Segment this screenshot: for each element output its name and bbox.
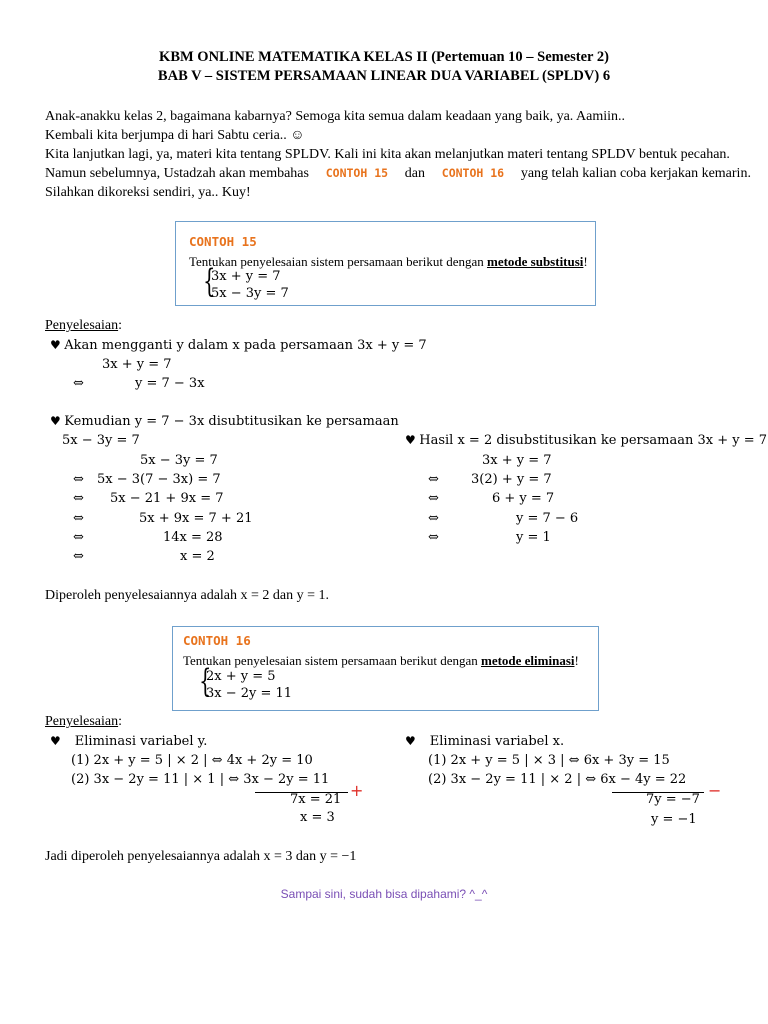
heart-icon: ♥ [50, 338, 61, 352]
sol16-left-title-text: Eliminasi variabel y. [74, 734, 208, 749]
question-text: Tentukan penyelesaian sistem persamaan berikut dengan [183, 653, 481, 668]
left-row-0: 5x − 3y = 7 [140, 453, 218, 468]
right-row-0: 3x + y = 7 [482, 453, 552, 468]
right-row-3-sym: ⇔ [428, 511, 439, 526]
contoh-15-box [175, 221, 596, 306]
sol16-right-r1: (1) 2x + y = 5 | × 3 | ⇔ 6x + 3y = 15 [428, 753, 670, 768]
sol16-result: Jadi diperoleh penyelesaiannya adalah x = 3 dan y = −1 [45, 849, 357, 864]
sol15-step1-text: Akan mengganti y dalam x pada persamaan 3x + y = 7 [64, 338, 427, 353]
sol16-left-title [50, 734, 207, 750]
header-line-1: KBM ONLINE MATEMATIKA KELAS II (Pertemuan 10 – Semester 2) [159, 49, 609, 65]
sol15-step2b: 5x − 3y = 7 [62, 433, 140, 448]
header-line-2: BAB V – SISTEM PERSAMAAN LINEAR DUA VARIABEL (SPLDV) 6 [157, 68, 611, 84]
contoh-16-title: CONTOH 16 [183, 633, 251, 648]
right-row-2-sym: ⇔ [428, 491, 439, 506]
brace-icon: { [199, 662, 212, 700]
left-row-2: 5x − 21 + 9x = 7 [110, 491, 224, 506]
intro-text-a: Namun sebelumnya, Ustadzah akan membahas [45, 166, 309, 181]
sol15-s1b: y = 7 − 3x [135, 376, 205, 391]
footer-message: Sampai sini, sudah bisa dipahami? ^_^ [280, 887, 488, 901]
intro-line-4 [45, 164, 751, 184]
contoh-15-question [189, 254, 588, 270]
right-row-1-sym: ⇔ [428, 472, 439, 487]
brace-icon: { [203, 262, 216, 300]
penyelesaian-16-label: Penyelesaian [45, 714, 119, 729]
contoh-16-eq1: 2x + y = 5 [206, 669, 276, 684]
plus-sign: + [350, 781, 364, 800]
sol15-step2-text: Kemudian y = 7 − 3x disubtitusikan ke persamaan [64, 414, 399, 429]
left-row-5: x = 2 [180, 549, 215, 564]
sol16-left-sum: 7x = 21 [290, 792, 342, 807]
sol16-right-title [405, 734, 564, 750]
sol15-result: Diperoleh penyelesaiannya adalah x = 2 dan y = 1. [45, 588, 330, 603]
contoh-15-title: CONTOH 15 [189, 234, 257, 249]
sol15-step3-text: Hasil x = 2 disubstitusikan ke persamaan 3x + y = 7 [419, 433, 768, 448]
question-end: ! [574, 653, 579, 668]
right-row-3: y = 7 − 6 [516, 511, 579, 526]
contoh-16-box [172, 626, 599, 711]
contoh-16-ref: CONTOH 16 [441, 166, 505, 180]
sol16-left-res: x = 3 [300, 810, 335, 825]
penyelesaian-15-label: Penyelesaian [45, 318, 119, 333]
question-end: ! [583, 254, 588, 269]
left-row-3: 5x + 9x = 7 + 21 [139, 511, 253, 526]
sol15-s1b-sym: ⇔ [73, 376, 84, 391]
heart-icon: ♥ [405, 734, 416, 748]
contoh-16-question [183, 653, 579, 669]
left-row-5-sym: ⇔ [73, 549, 84, 564]
intro-line-3: Kita lanjutkan lagi, ya, materi kita tentang SPLDV. Kali ini kita akan melanjutkan materi tentang SPLDV bentuk pecahan. [45, 147, 730, 162]
sol15-s1a: 3x + y = 7 [102, 357, 172, 372]
contoh-16-eq2: 3x − 2y = 11 [206, 686, 293, 701]
heart-icon: ♥ [50, 734, 61, 748]
intro-line-2: Kembali kita berjumpa di hari Sabtu ceria.. ☺ [45, 128, 305, 143]
method-substitusi: metode substitusi [486, 254, 584, 269]
sol16-right-res: y = −1 [651, 812, 697, 827]
contoh-15-eq1: 3x + y = 7 [211, 269, 281, 284]
sol16-left-r2: (2) 3x − 2y = 11 | × 1 | ⇔ 3x − 2y = 11 [71, 772, 330, 787]
sol16-left-r1: (1) 2x + y = 5 | × 2 | ⇔ 4x + 2y = 10 [71, 753, 313, 768]
sol16-right-title-text: Eliminasi variabel x. [429, 734, 565, 749]
right-row-4-sym: ⇔ [428, 530, 439, 545]
penyelesaian-15-heading [45, 318, 122, 334]
sol16-right-sum: 7y = −7 [646, 792, 700, 807]
contoh-15-ref: CONTOH 15 [325, 166, 389, 180]
left-row-2-sym: ⇔ [73, 491, 84, 506]
question-text: Tentukan penyelesaian sistem persamaan berikut dengan [189, 254, 487, 269]
penyelesaian-16-colon: : [118, 714, 122, 729]
left-row-4-sym: ⇔ [73, 530, 84, 545]
intro-text-c: dan [404, 166, 426, 181]
sol16-right-r2: (2) 3x − 2y = 11 | × 2 | ⇔ 6x − 4y = 22 [428, 772, 687, 787]
heart-icon: ♥ [50, 414, 61, 428]
right-row-1: 3(2) + y = 7 [471, 472, 552, 487]
left-row-1-sym: ⇔ [73, 472, 84, 487]
right-row-2: 6 + y = 7 [492, 491, 555, 506]
sol15-step2 [50, 414, 399, 430]
intro-text-e: yang telah kalian coba kerjakan kemarin. [520, 166, 751, 181]
heart-icon: ♥ [405, 433, 416, 447]
intro-line-1: Anak-anakku kelas 2, bagaimana kabarnya? Semoga kita semua dalam keadaan yang baik, ya. Aamiin.. [45, 109, 626, 124]
left-row-1: 5x − 3(7 − 3x) = 7 [97, 472, 221, 487]
sol15-step1 [50, 338, 427, 354]
method-eliminasi: metode eliminasi [480, 653, 575, 668]
penyelesaian-15-colon: : [118, 318, 122, 333]
contoh-15-eq2: 5x − 3y = 7 [211, 286, 289, 301]
minus-sign: − [708, 781, 722, 800]
right-row-4: y = 1 [516, 530, 551, 545]
penyelesaian-16-heading [45, 714, 122, 730]
sol15-step3 [405, 433, 767, 449]
left-row-4: 14x = 28 [163, 530, 223, 545]
intro-line-5: Silahkan dikoreksi sendiri, ya.. Kuy! [45, 185, 251, 200]
left-row-3-sym: ⇔ [73, 511, 84, 526]
